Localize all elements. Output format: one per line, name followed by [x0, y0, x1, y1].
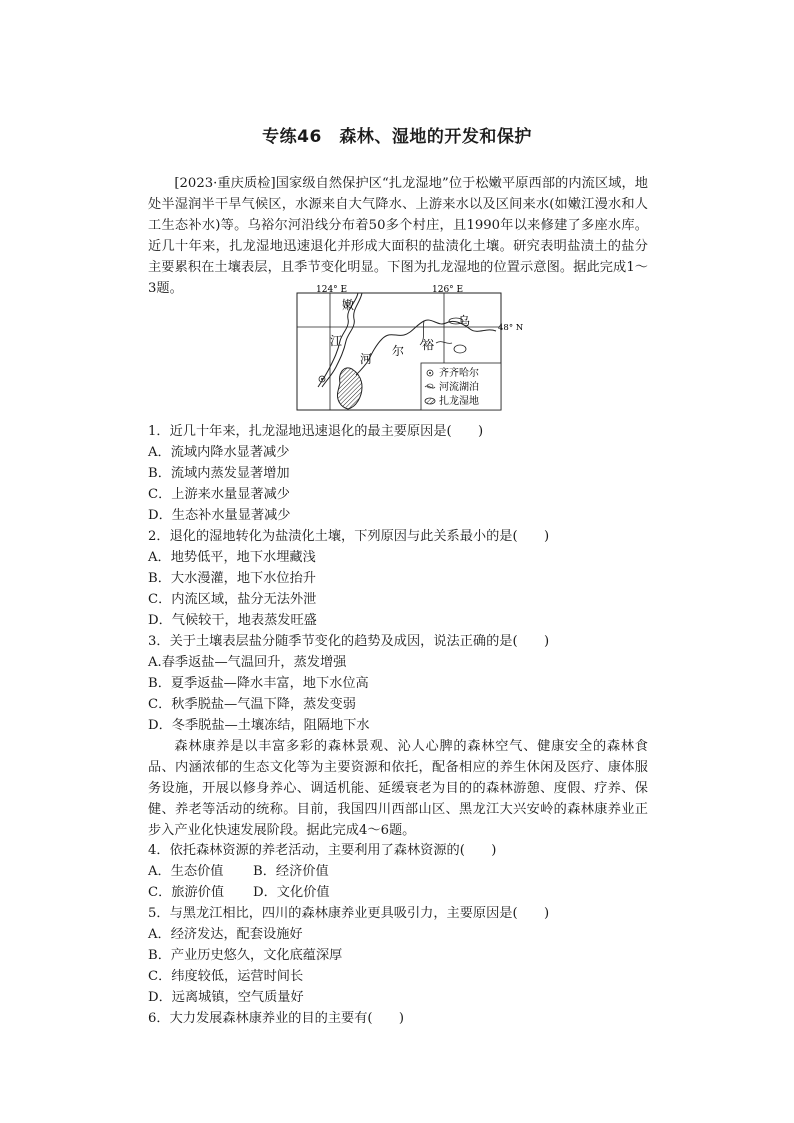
question-4-options-row-1 — [148, 861, 648, 882]
question-4-option-b: B．经济价值 — [253, 864, 329, 879]
zhalong-wetland-area — [337, 368, 362, 409]
question-4-option-d: D．文化价值 — [253, 885, 330, 900]
question-2-option-d: D．气候较干，地表蒸发旺盛 — [148, 613, 317, 628]
legend-city-label: 齐齐哈尔 — [439, 368, 479, 379]
legend-wetland-icon — [425, 398, 435, 404]
map-svg — [296, 283, 524, 411]
question-group-2 — [148, 840, 648, 1029]
river-char-he: 河 — [360, 352, 373, 366]
question-5-option-a: A．经济发达，配套设施好 — [148, 927, 303, 942]
question-4-option-c: C．旅游价值 — [148, 885, 225, 900]
question-5-option-c: C．纬度较低，运营时间长 — [148, 969, 304, 984]
river-char-jiang: 江 — [330, 334, 343, 348]
question-3-option-d: D．冬季脱盐—土壤冻结，阻隔地下水 — [148, 718, 370, 733]
question-6-stem: 6．大力发展森林康养业的目的主要有( ) — [148, 1011, 405, 1026]
question-1-option-c: C．上游来水量显著减少 — [148, 487, 290, 502]
passage-intro-2: 森林康养是以丰富多彩的森林景观、沁人心脾的森林空气、健康安全的森林食品、内涵浓郁的生态文化等为主要资源和依托，配备相应的养生休闲及医疗、康体服务设施，开展以修身养心、调适机能、延缓衰老为目的的森林游憩、度假、疗养、保健、养老等活动的统称。目前，我国四川西部山区、黑龙江大兴安岭的森林康养业正步入产业化快速发展阶段。据此完成4～6题。 — [148, 739, 648, 838]
question-3-option-a: A.春季返盐—气温回升，蒸发增强 — [148, 655, 347, 670]
legend-river-label: 河流湖泊 — [439, 382, 479, 393]
lake — [454, 345, 466, 353]
question-1-stem: 1．近几十年来，扎龙湿地迅速退化的最主要原因是( ) — [148, 424, 484, 439]
qiqihar-marker-dot — [321, 378, 323, 380]
river-char-yu: 裕 — [422, 338, 435, 352]
legend-wetland-label: 扎龙湿地 — [439, 396, 479, 407]
question-3-option-c: C．秋季脱盐—气温下降，蒸发变弱 — [148, 697, 356, 712]
passage-intro-1: [2023·重庆质检]国家级自然保护区“扎龙湿地”位于松嫩平原西部的内流区域，地处半湿润半干旱气候区，水源来自大气降水、上游来水以及区间来水(如嫩江漫水和人工生态补水)等。乌裕尔河沿线分布着50多个村庄，且1990年以来修建了多座水库。近几十年来，扎龙湿地迅速退化并形成大面积的盐渍化土壤。研究表明盐渍土的盐分主要累积在土壤表层，且季节变化明显。下图为扎龙湿地的位置示意图。据此完成1～3题。 — [148, 176, 648, 296]
question-3-stem: 3．关于土壤表层盐分随季节变化的趋势及成因，说法正确的是( ) — [148, 634, 550, 649]
lat-label-48: 48° N — [498, 323, 524, 333]
question-5-option-b: B．产业历史悠久，文化底蕴深厚 — [148, 948, 343, 963]
question-1-option-a: A．流域内降水显著减少 — [148, 445, 290, 460]
lon-label-126: 126° E — [432, 285, 464, 295]
question-2-option-a: A．地势低平，地下水埋藏浅 — [148, 550, 316, 565]
question-4-option-a: A．生态价值 — [148, 864, 224, 879]
river-char-wu: 乌 — [458, 314, 471, 328]
location-map — [296, 283, 524, 411]
question-3-option-b: B．夏季返盐—降水丰富，地下水位高 — [148, 676, 369, 691]
page-title: 专练46 森林、湿地的开发和保护 — [262, 127, 532, 147]
question-1-option-b: B．流域内蒸发显著增加 — [148, 466, 290, 481]
question-5-option-d: D．远离城镇，空气质量好 — [148, 990, 304, 1005]
question-5-stem: 5．与黑龙江相比，四川的森林康养业更具吸引力，主要原因是( ) — [148, 906, 550, 921]
question-4-options-row-2 — [148, 882, 648, 903]
question-2-option-b: B．大水漫灌，地下水位抬升 — [148, 571, 316, 586]
question-2-stem: 2．退化的湿地转化为盐渍化土壤，下列原因与此关系最小的是( ) — [148, 529, 550, 544]
river-char-nen: 嫩 — [342, 298, 355, 312]
question-1-option-d: D．生态补水量显著减少 — [148, 508, 291, 523]
river-char-er: 尔 — [392, 344, 405, 358]
lon-label-124: 124° E — [316, 285, 348, 295]
question-4-stem: 4．依托森林资源的养老活动，主要利用了森林资源的( ) — [148, 843, 497, 858]
question-group-1 — [148, 421, 648, 736]
question-2-option-c: C．内流区域，盐分无法外泄 — [148, 592, 317, 607]
